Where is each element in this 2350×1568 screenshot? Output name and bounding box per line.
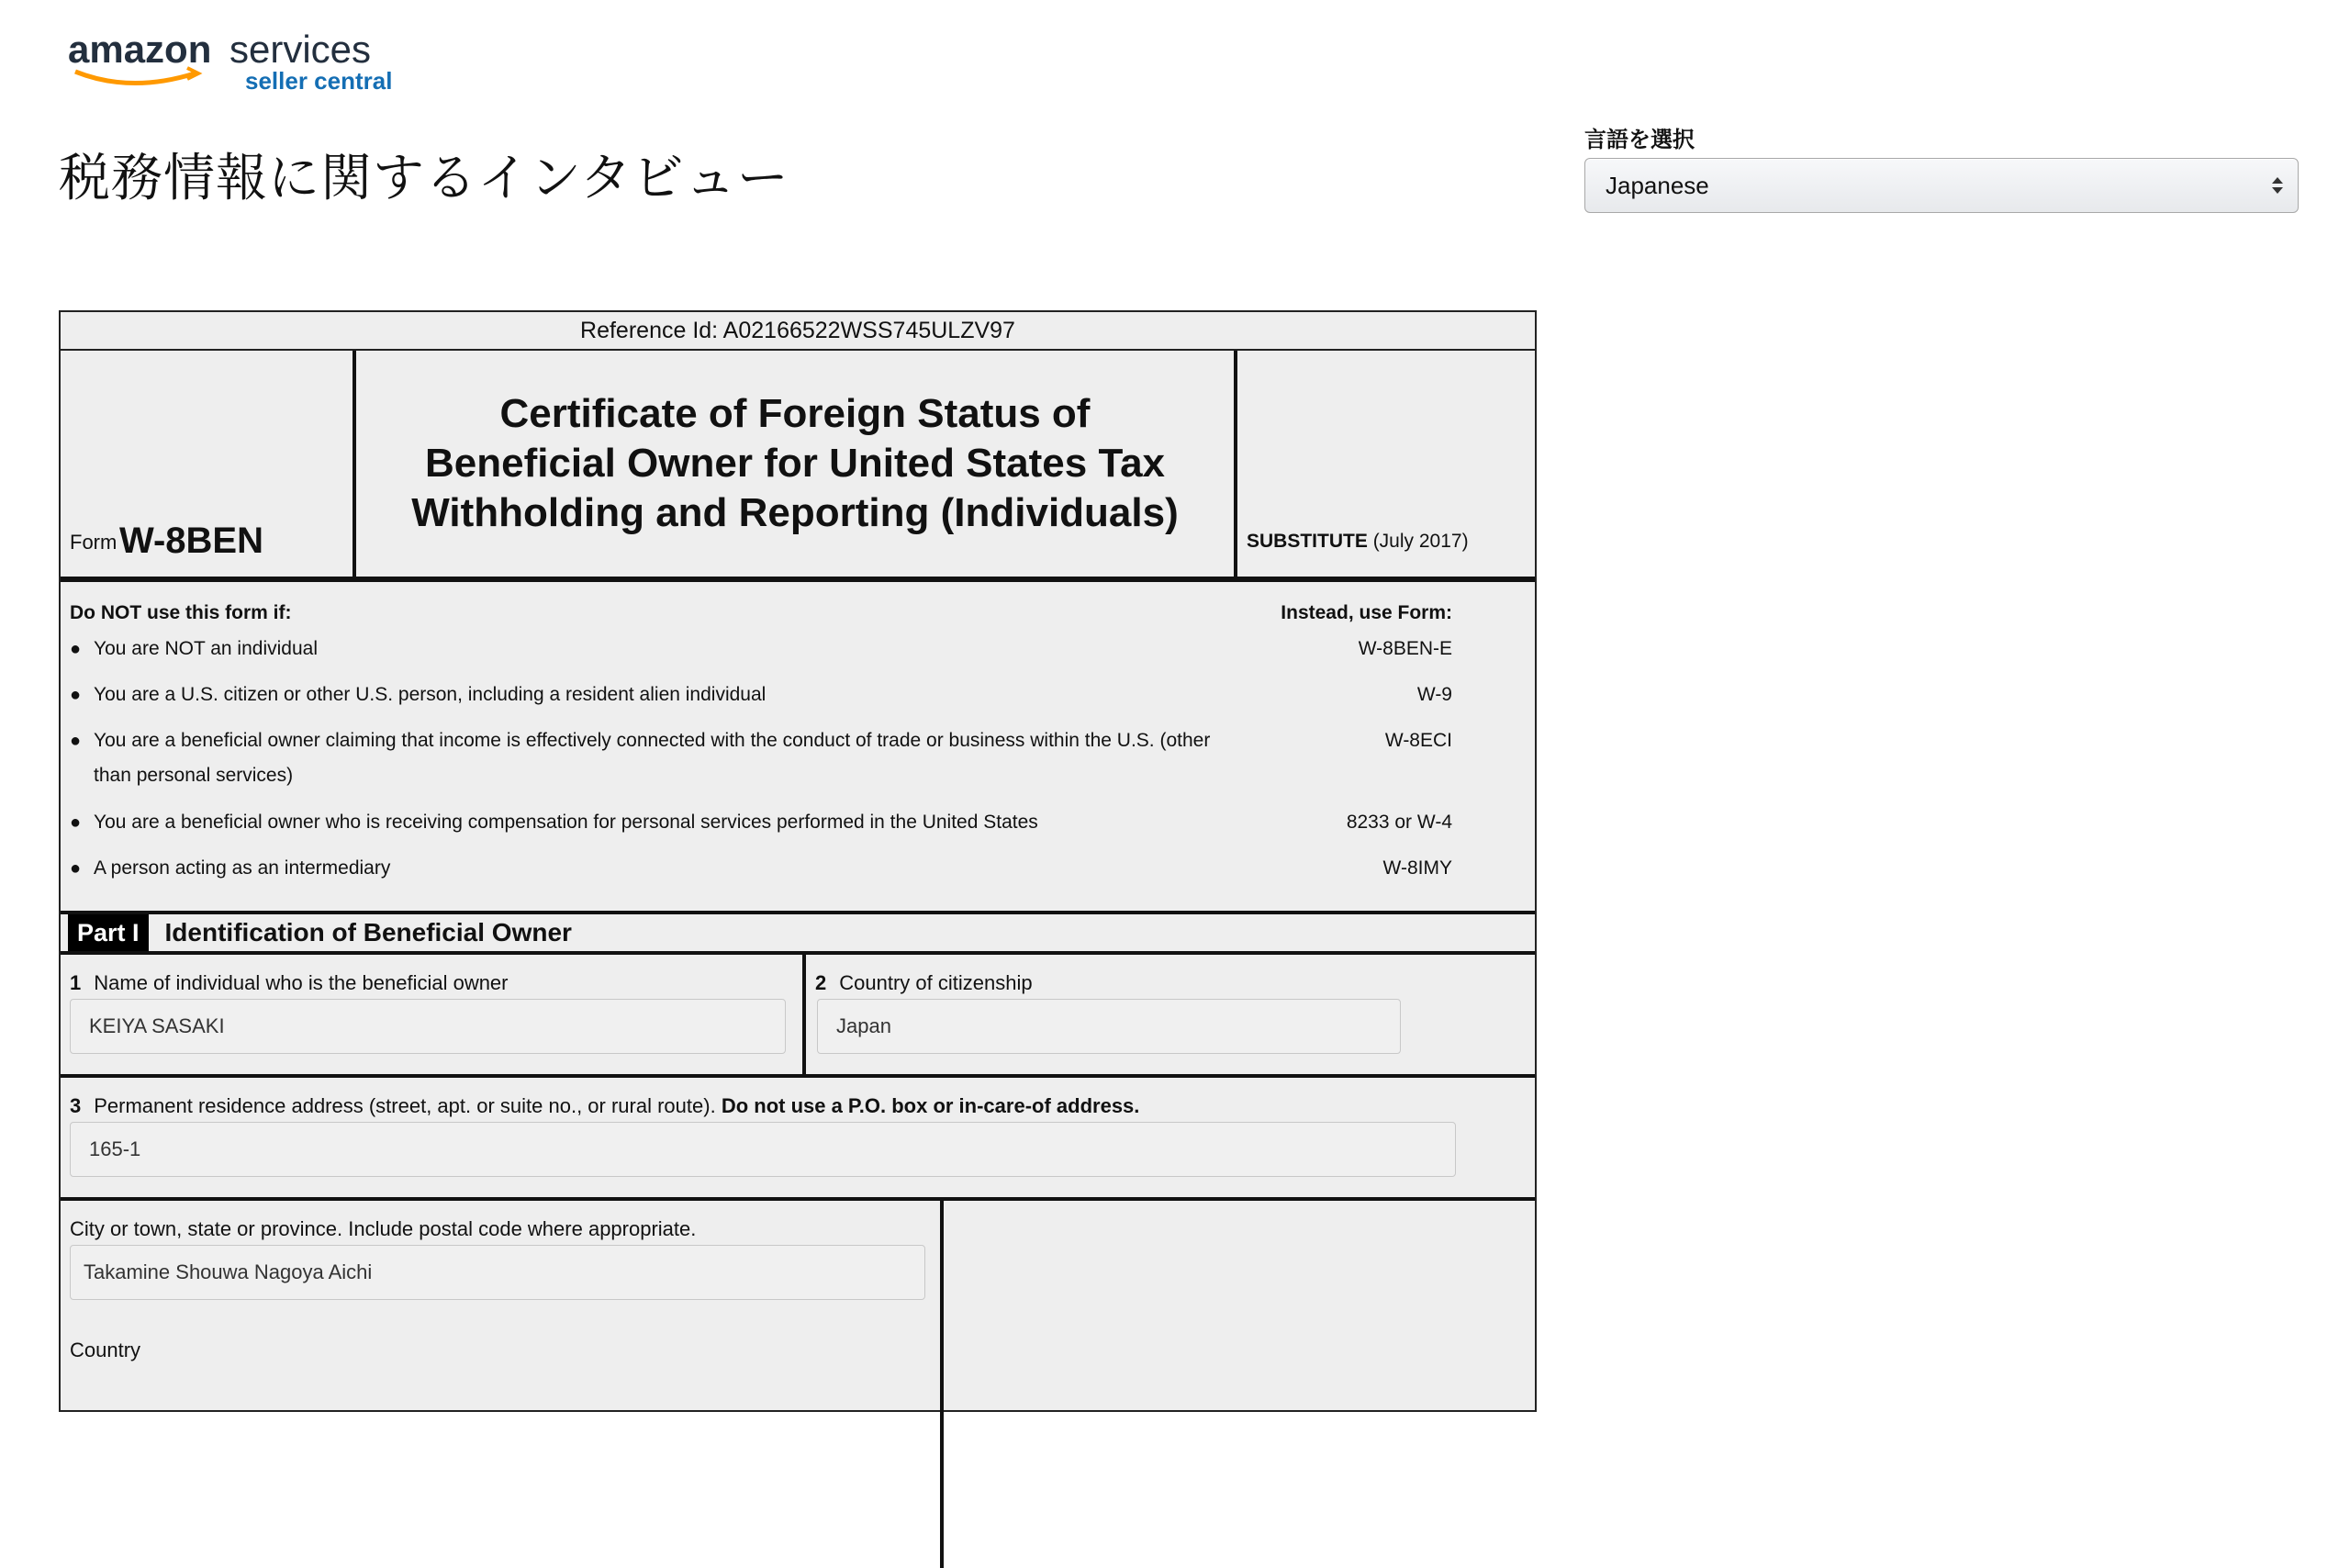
part-1-header (61, 914, 1535, 955)
amazon-smile-icon (75, 72, 195, 84)
form-code: W-8BEN (119, 521, 263, 561)
bullet-icon: ● (70, 685, 82, 705)
condition-text: You are a U.S. citizen or other U.S. person, including a resident alien individual (94, 684, 767, 705)
condition-text: You are NOT an individual (94, 638, 318, 659)
part-tag: Part I (68, 914, 149, 951)
list-item (70, 723, 1452, 793)
logo-graphic (66, 22, 433, 95)
field-2-cell (806, 955, 1535, 1074)
bullet-icon: ● (70, 731, 82, 751)
condition-text: You are a beneficial owner claiming that income is effectively connected with the conduct of trade or business within the U.S. (other than personal services) (94, 730, 1211, 786)
list-item (70, 851, 1452, 886)
list-item (70, 678, 1452, 712)
empty-cell (944, 1201, 1535, 1568)
do-not-use-section (61, 582, 1535, 914)
form-title: Certificate of Foreign Status of Beneficial Owner for United States Tax Withholding and Reporting (Individuals) (356, 351, 1237, 577)
city-input[interactable]: Takamine Shouwa Nagoya Aichi (70, 1245, 925, 1300)
field-3-label: 3 Permanent residence address (street, apt. or suite no., or rural route). Do not use a P.O. box or in-care-of address. (70, 1094, 1140, 1117)
amazon-services-logo (66, 22, 433, 100)
w8ben-form (59, 310, 1537, 1412)
language-select-value: Japanese (1606, 172, 1709, 199)
list-item (70, 805, 1452, 840)
fields-row-1-2 (61, 955, 1535, 1078)
field-3-row (61, 1078, 1535, 1201)
city-country-row (61, 1201, 1535, 1568)
alternative-form: W-8IMY (1382, 857, 1452, 879)
form-identifier (61, 351, 356, 577)
alternative-form: W-8BEN-E (1358, 638, 1452, 659)
logo-brand: amazon (68, 28, 212, 71)
beneficial-owner-name-input[interactable]: KEIYA SASAKI (70, 999, 786, 1054)
alternative-form: 8233 or W-4 (1346, 812, 1452, 833)
substitute-label: SUBSTITUTE (1247, 531, 1368, 552)
list-item (70, 632, 1452, 666)
form-word: Form (70, 531, 118, 554)
do-not-use-title: Do NOT use this form if: (70, 602, 292, 623)
city-label: City or town, state or province. Include postal code where appropriate. (70, 1217, 697, 1240)
country-of-citizenship-input[interactable]: Japan (817, 999, 1401, 1054)
part-title: Identification of Beneficial Owner (164, 918, 572, 946)
bullet-icon: ● (70, 639, 82, 659)
logo-subtitle: seller central (245, 67, 393, 95)
field-2-label: 2 Country of citizenship (815, 971, 1033, 994)
field-1-label: 1 Name of individual who is the beneficial owner (70, 971, 509, 994)
bullet-icon: ● (70, 812, 82, 833)
condition-text: You are a beneficial owner who is receiving compensation for personal services performed in the United States (94, 812, 1038, 833)
select-arrows-icon (2272, 174, 2283, 197)
alternative-form: W-9 (1416, 684, 1452, 705)
form-header (61, 351, 1535, 582)
country-label: Country (70, 1338, 141, 1361)
language-select[interactable] (1584, 158, 2299, 213)
instead-use-title: Instead, use Form: (1281, 602, 1452, 623)
form-version (1237, 351, 1535, 577)
language-select-label: 言語を選択 (1584, 127, 1695, 152)
substitute-date: (July 2017) (1372, 531, 1469, 552)
page-title: 税務情報に関するインタビュー (59, 149, 789, 208)
logo-product: services (229, 28, 372, 71)
condition-text: A person acting as an intermediary (94, 857, 391, 879)
alternative-form: W-8ECI (1384, 730, 1452, 751)
city-cell (61, 1201, 944, 1568)
field-1-cell (61, 955, 806, 1074)
permanent-address-input[interactable]: 165-1 (70, 1122, 1456, 1177)
reference-id: Reference Id: A02166522WSS745ULZV97 (61, 312, 1535, 351)
bullet-icon: ● (70, 858, 82, 879)
